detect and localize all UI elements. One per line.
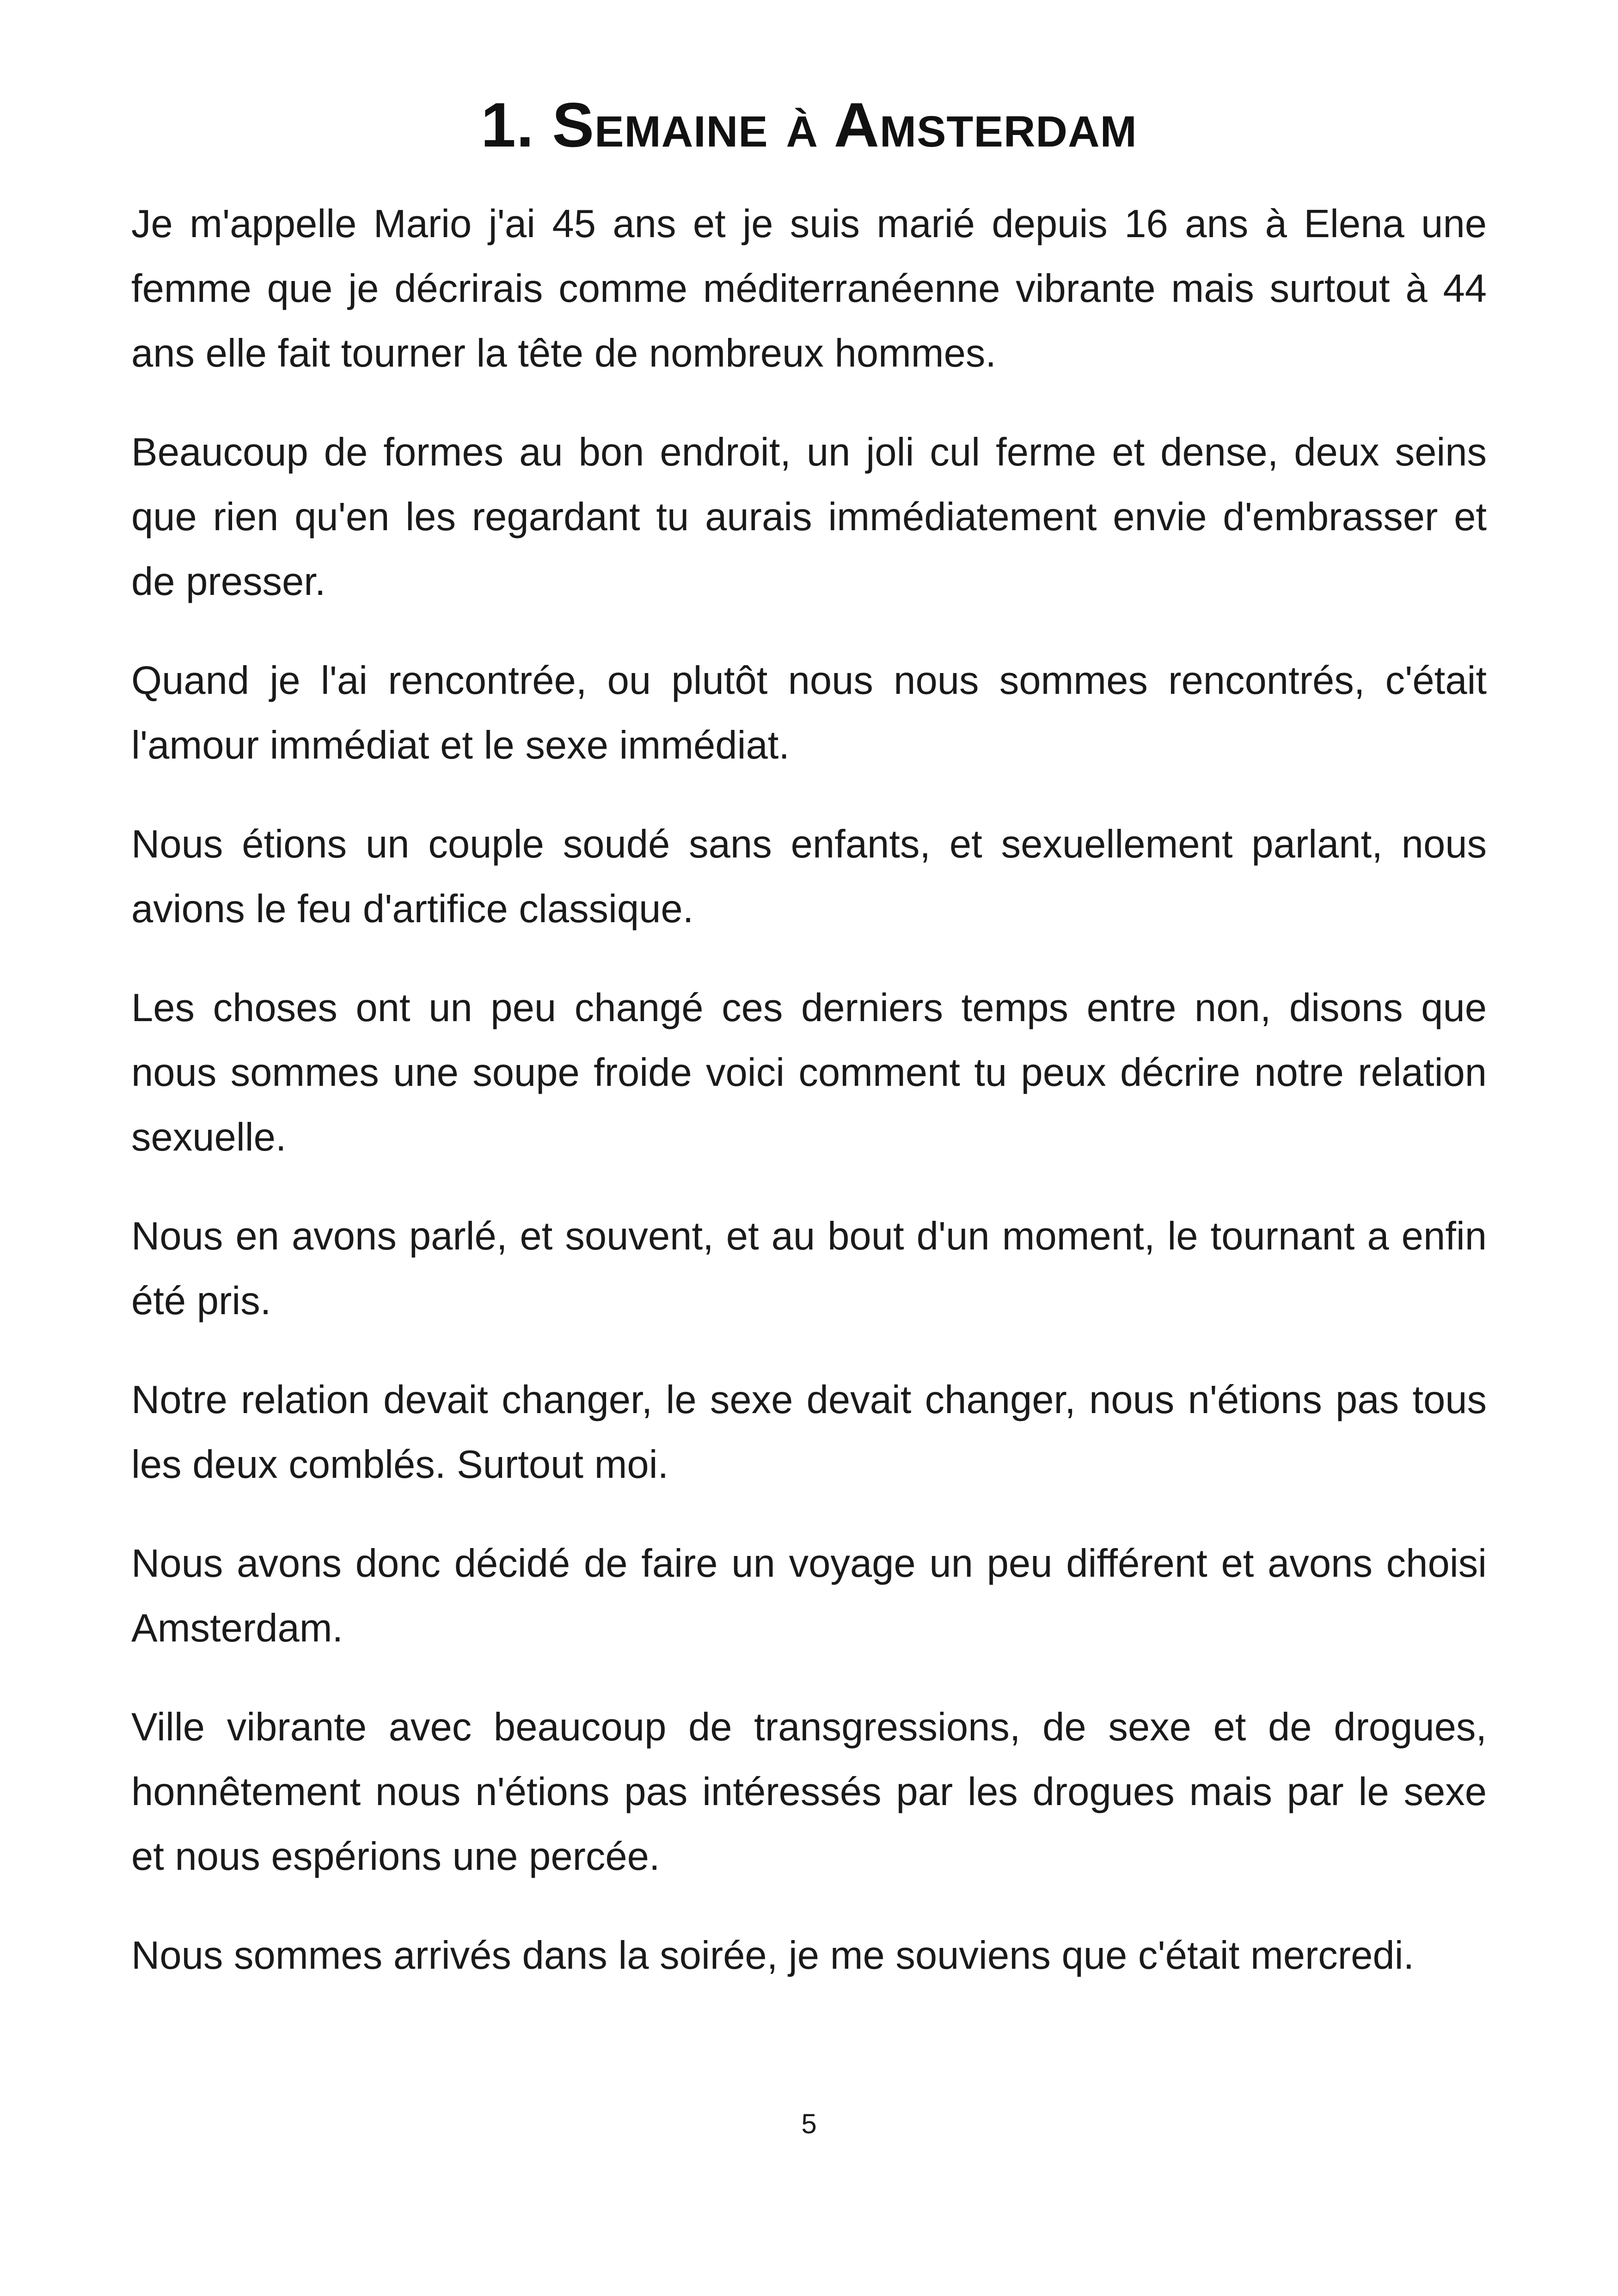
paragraph: Je m'appelle Mario j'ai 45 ans et je suis marié depuis 16 ans à Elena une femme que je décrirais comme méditerranéenne vibrante mais surtout à 44 ans elle fait tourner la tête de nombreux hommes. [131,202,1487,375]
paragraph: Nous avons donc décidé de faire un voyage un peu différent et avons choisi Amsterdam. [131,1542,1487,1650]
page-number: 5 [801,2108,817,2139]
paragraph: Nous en avons parlé, et souvent, et au bout d'un moment, le tournant a enfin été pris. [131,1214,1487,1323]
paragraph: Ville vibrante avec beaucoup de transgressions, de sexe et de drogues, honnêtement nous n'étions pas intéressés par les drogues mais par le sexe et nous espérions une percée. [131,1705,1487,1879]
paragraph: Nous sommes arrivés dans la soirée, je me souviens que c'était mercredi. [131,1934,1415,1978]
chapter-body [131,192,1487,2022]
paragraph: Les choses ont un peu changé ces derniers temps entre non, disons que nous sommes une soupe froide voici comment tu peux décrire notre relation sexuelle. [131,986,1487,1159]
paragraph: Quand je l'ai rencontrée, ou plutôt nous nous sommes rencontrés, c'était l'amour immédiat et le sexe immédiat. [131,659,1487,767]
paragraph: Nous étions un couple soudé sans enfants, et sexuellement parlant, nous avions le feu d'artifice classique. [131,822,1487,931]
paragraph: Notre relation devait changer, le sexe devait changer, nous n'étions pas tous les deux comblés. Surtout moi. [131,1378,1487,1487]
paragraph: Beaucoup de formes au bon endroit, un joli cul ferme et dense, deux seins que rien qu'en les regardant tu aurais immédiatement envie d'embrasser et de presser. [131,430,1487,604]
chapter-title: 1. Semaine à Amsterdam [481,90,1137,160]
